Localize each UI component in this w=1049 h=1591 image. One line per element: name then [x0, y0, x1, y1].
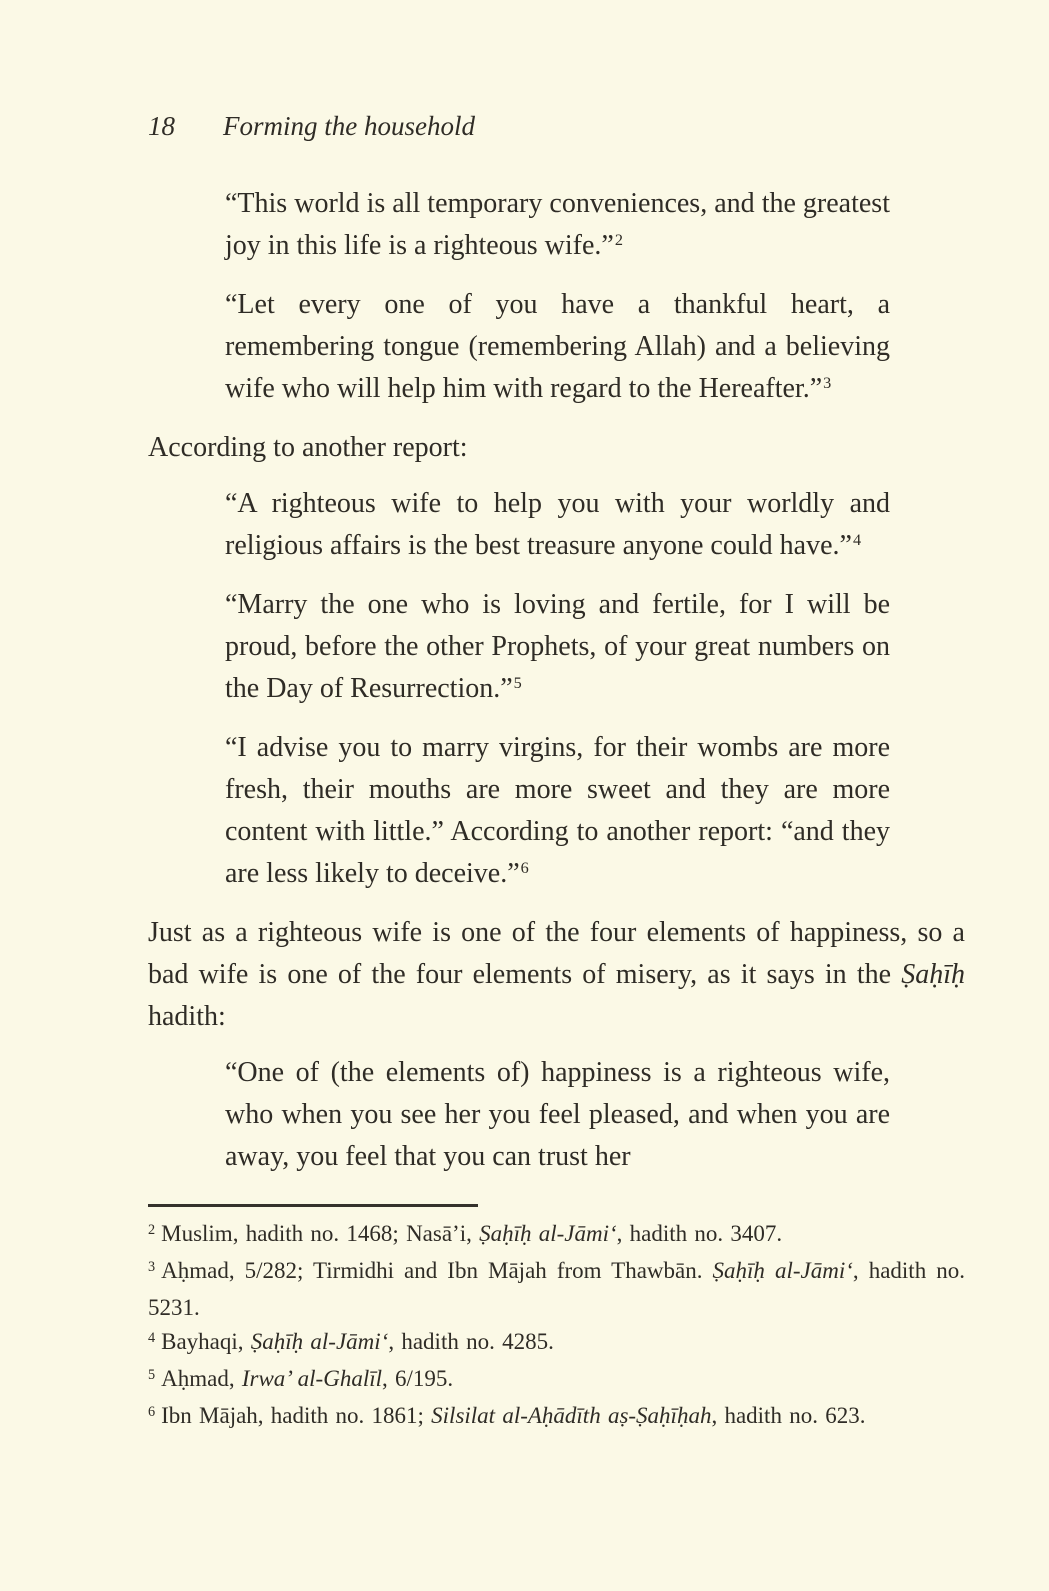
footnote-text: , hadith no. 4285.: [388, 1329, 554, 1354]
footnote-ref-3: 3: [823, 374, 832, 393]
paragraph-text-before: Just as a righteous wife is one of the four elements of happiness, so a bad wife is one of the four elements of misery, as it says in the: [148, 917, 965, 990]
footnote-marker-5: 5: [148, 1366, 156, 1383]
quote-text: “Let every one of you have a thankful heart, a remembering tongue (remembering Allah) and a believing wife who will help him with regard to the Hereafter.”: [225, 289, 890, 404]
paragraph-report-intro: According to another report:: [148, 432, 468, 463]
footnote-source-title: Silsilat al-Aḥādīth aṣ-Ṣaḥīḥah: [431, 1403, 712, 1428]
paragraph-text-after: hadith:: [148, 1001, 226, 1032]
quote-text: “This world is all temporary conveniences, and the greatest joy in this life is a righteous wife.”: [225, 188, 890, 261]
footnote-4: [148, 1325, 965, 1362]
footnote-marker-2: 2: [148, 1221, 156, 1238]
quote-best-treasure: [225, 483, 890, 570]
footnote-marker-6: 6: [148, 1403, 156, 1420]
footnote-6: [148, 1399, 965, 1436]
footnote-source-title: Irwa’ al-Ghalīl: [241, 1366, 382, 1391]
page-number: 18: [148, 111, 175, 141]
footnote-5: [148, 1362, 965, 1399]
footnote-text: , hadith no. 5231.: [148, 1258, 965, 1320]
footnote-text: Aḥmad,: [161, 1366, 242, 1391]
running-title: Forming the household: [223, 111, 475, 141]
footnotes-section: [148, 1204, 965, 1436]
footnote-marker-3: 3: [148, 1258, 156, 1275]
footnote-text: Aḥmad, 5/282; Tirmidhi and Ibn Mājah from Thawbān.: [161, 1258, 713, 1283]
footnote-source-title: Ṣaḥīḥ al-Jāmi‘: [479, 1221, 617, 1246]
footnote-ref-2: 2: [614, 231, 623, 250]
footnote-2: [148, 1217, 965, 1254]
footnote-text: , hadith no. 623.: [711, 1403, 866, 1428]
quote-temporary-conveniences: [225, 183, 890, 270]
quote-marry-loving-fertile: [225, 584, 890, 713]
footnote-ref-5: 5: [513, 674, 522, 693]
footnote-text: , hadith no. 3407.: [616, 1221, 783, 1246]
footnote-source-title: Ṣaḥīḥ al-Jāmi‘: [250, 1329, 389, 1354]
footnote-3: [148, 1254, 965, 1325]
footnote-text: , 6/195.: [381, 1366, 454, 1391]
quote-marry-virgins: [225, 727, 890, 898]
sahih-term: Ṣaḥīḥ: [901, 959, 965, 990]
footnote-text: Muslim, hadith no. 1468; Nasā’i,: [161, 1221, 480, 1246]
quote-text: “Marry the one who is loving and fertile, for I will be proud, before the other Prophets, of your great numbers on the Day of Resurrection.”: [225, 589, 890, 704]
quote-elements-of-happiness: [225, 1052, 890, 1178]
footnote-ref-6: 6: [520, 859, 529, 878]
paragraph-sahih-hadith: [148, 912, 965, 1038]
footnote-text: Ibn Mājah, hadith no. 1861;: [161, 1403, 432, 1428]
footnote-marker-4: 4: [148, 1329, 156, 1346]
quote-text: “One of (the elements of) happiness is a righteous wife, who when you see her you feel pleased, and when you are away, you feel that you can trust her: [225, 1057, 890, 1172]
quote-text: “A righteous wife to help you with your worldly and religious affairs is the best treasure anyone could have.”: [225, 488, 890, 561]
footnote-ref-4: 4: [852, 531, 862, 550]
footnote-divider: [148, 1204, 478, 1207]
footnote-text: Bayhaqi,: [161, 1329, 251, 1354]
footnote-source-title: Ṣaḥīḥ al-Jāmi‘: [712, 1258, 853, 1283]
page-header: [148, 105, 965, 147]
quote-thankful-heart: [225, 284, 890, 413]
quote-text: “I advise you to marry virgins, for their wombs are more fresh, their mouths are more sweet and they are more content with little.” According to another report: “and they are less likely to deceive.”: [225, 732, 890, 889]
